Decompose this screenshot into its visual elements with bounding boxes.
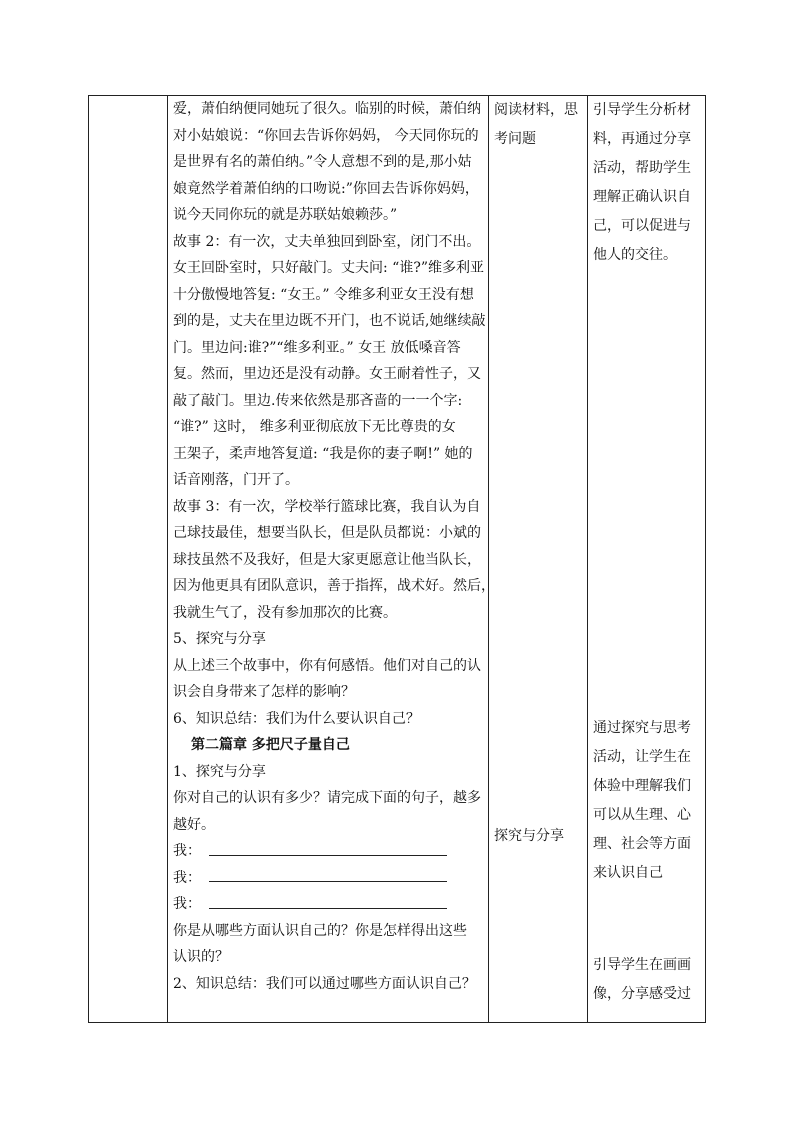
text-line: 识会自身带来了怎样的影响？ bbox=[173, 684, 355, 700]
column-divider bbox=[167, 96, 168, 1022]
text-line: 说今天同你玩的就是苏联姑娘赖莎。” bbox=[173, 207, 398, 223]
text-line: 话音刚落，门开了。 bbox=[173, 472, 299, 488]
text-line: 你是从哪些方面认识自己的？你是怎样得出这些 bbox=[173, 922, 467, 939]
text-line: 因为他更具有团队意识，善于指挥，战术好。然后， bbox=[173, 578, 495, 594]
text-line: 敲了敲门。里边.传来依然是那吝啬的一一个字: bbox=[173, 392, 463, 409]
blank-line-1[interactable]: 我： bbox=[173, 838, 495, 865]
blank-line-3[interactable]: 我： bbox=[173, 891, 495, 918]
text-line: 你对自己的认识有多少？请完成下面的句子，越多 bbox=[173, 790, 481, 806]
text-line: 女王回卧室时，只好敲门。丈夫问: “谁?”维多利亚 bbox=[173, 260, 484, 276]
text-line: 越好。 bbox=[173, 816, 215, 833]
student-activity-top bbox=[494, 96, 578, 154]
text-line: 认识的？ bbox=[173, 949, 229, 965]
text-line: 他人的交往。 bbox=[593, 247, 677, 263]
exploration-text bbox=[173, 759, 495, 839]
text-line: 可以从生理、心 bbox=[593, 807, 691, 823]
text-line: 5、探究与分享 bbox=[173, 631, 266, 647]
design-intent-top bbox=[593, 96, 691, 270]
text-line: 引导学生在画画 bbox=[593, 957, 691, 973]
text-line: 来认识自己 bbox=[593, 865, 663, 881]
blank-line-2[interactable]: 我： bbox=[173, 865, 495, 892]
text-line: “谁?” 这时， 维多利亚彻底放下无比尊贵的女 bbox=[173, 419, 456, 435]
design-intent-bottom bbox=[593, 951, 691, 1009]
text-line: 活动，帮助学生 bbox=[593, 160, 691, 176]
text-line: 考问题 bbox=[494, 131, 536, 147]
text-line: 体验中理解我们 bbox=[593, 778, 691, 794]
text-line: 通过探究与思考 bbox=[593, 720, 691, 736]
text-line: 球技虽然不及我好，但是大家更愿意让他当队长， bbox=[173, 551, 481, 568]
text-line: 像，分享感受过 bbox=[593, 986, 691, 1002]
text-line: 对小姑娘说：“你回去告诉你妈妈， 今天同你玩的 bbox=[173, 127, 479, 144]
text-line: 探究与分享 bbox=[494, 828, 564, 844]
text-line: 故事 3：有一次，学校举行篮球比赛，我自认为自 bbox=[173, 498, 481, 515]
text-line: 娘竟然学着萧伯纳的口吻说:”你回去告诉你妈妈， bbox=[173, 180, 479, 197]
teaching-content-cell bbox=[173, 96, 495, 997]
summary-text bbox=[173, 918, 495, 998]
text-line: 阅读材料，思 bbox=[494, 102, 578, 118]
chapter-heading: 第二篇章 多把尺子量自己 bbox=[191, 737, 350, 753]
design-intent-mid bbox=[593, 714, 691, 888]
column-divider bbox=[587, 96, 588, 1022]
text-line: 2、知识总结：我们可以通过哪些方面认识自己？ bbox=[173, 975, 476, 992]
text-line: 十分傲慢地答复: “女王。” 令维多利亚女王没有想 bbox=[173, 286, 474, 303]
text-line: 己球技最佳，想要当队长，但是队员都说：小斌的 bbox=[173, 525, 481, 541]
student-activity-mid bbox=[494, 822, 564, 851]
text-line: 从上述三个故事中，你有何感悟。他们对自己的认 bbox=[173, 657, 481, 674]
text-line: 料，再通过分享 bbox=[593, 131, 691, 147]
text-line: 理解正确认识自 bbox=[593, 189, 691, 205]
text-line: 爱，萧伯纳便同她玩了很久。临别的时候，萧伯纳 bbox=[173, 101, 481, 117]
text-line: 是世界有名的萧伯纳。”令人意想不到的是,那小姑 bbox=[173, 154, 472, 170]
text-line: 故事 2：有一次，丈夫单独回到卧室，闭门不出。 bbox=[173, 233, 481, 250]
text-line: 复。然而，里边还是没有动静。女王耐着性子，又 bbox=[173, 366, 481, 382]
text-line: 理、社会等方面 bbox=[593, 836, 691, 852]
story-text bbox=[173, 96, 495, 732]
text-line: 活动，让学生在 bbox=[593, 749, 691, 765]
text-line: 我就生气了，没有参加那次的比赛。 bbox=[173, 604, 397, 621]
text-line: 己，可以促进与 bbox=[593, 218, 691, 234]
text-line: 1、探究与分享 bbox=[173, 763, 266, 780]
lesson-table bbox=[88, 95, 706, 1023]
text-line: 到的是，丈夫在里边既不开门，也不说话,她继续敲 bbox=[173, 313, 486, 329]
text-line: 门。里边问:谁?”“维多利亚。” 女王 放低嗓音答 bbox=[173, 339, 461, 356]
text-line: 6、知识总结：我们为什么要认识自己？ bbox=[173, 710, 420, 727]
text-line: 王架子，柔声地答复道: “我是你的妻子啊!” 她的 bbox=[173, 445, 473, 462]
text-line: 引导学生分析材 bbox=[593, 102, 691, 118]
